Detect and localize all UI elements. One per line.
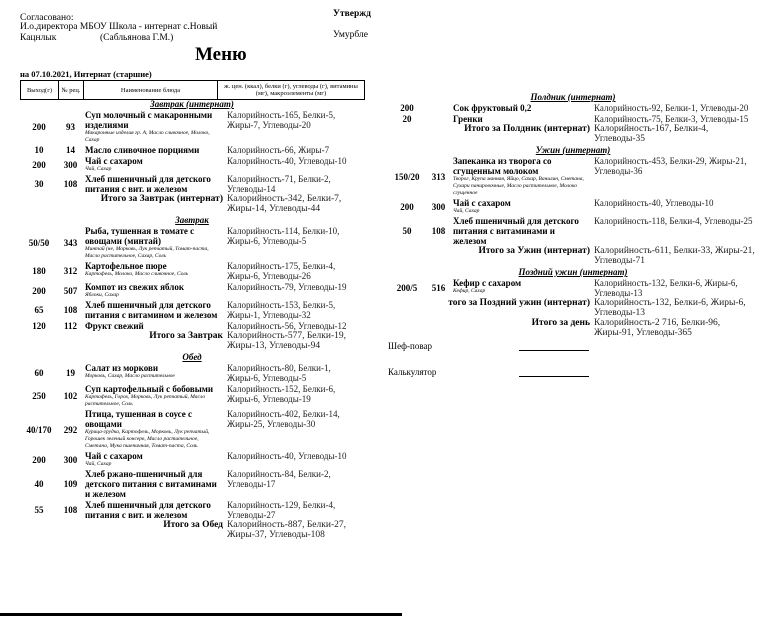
approve-line: Умурбле	[333, 30, 368, 40]
dish-yield: 50/50	[28, 238, 50, 248]
dish-row	[20, 281, 364, 299]
dish-row	[388, 277, 757, 298]
dish-ingredients: Морковь, Сахар, Масло растительное	[85, 373, 175, 379]
section-heading	[20, 98, 364, 109]
col-dish: Наименование блюда	[84, 81, 218, 100]
dish-name: Птица, тушенная в соусе с овощами	[85, 409, 193, 429]
total-label: Итого за Обед	[163, 520, 223, 530]
dish-recipe: 108	[63, 305, 78, 315]
dish-nutrition: Калорийность-40, Углеводы-10	[227, 156, 347, 166]
dish-yield: 65	[34, 305, 44, 315]
dish-row	[20, 155, 364, 173]
dish-yield: 200	[32, 122, 46, 132]
dish-recipe: 312	[63, 266, 78, 276]
dish-name: Запеканка из творога со сгущенным молоком	[453, 156, 552, 176]
dish-ingredients: Творог, Крупа манная, Яйцо, Сахар, Ванилин, Сметана, Сухари панировочные, Масло растительное, Молоко сгущенное	[453, 176, 584, 196]
dish-row	[388, 197, 757, 215]
chef-signature-line	[519, 350, 589, 351]
dish-nutrition: Калорийность-56, Углеводы-12	[227, 321, 347, 331]
dish-ingredients: Чай, Сахар	[453, 208, 480, 214]
dish-row	[20, 362, 364, 383]
dish-cell	[83, 468, 225, 499]
deputy-director-line: И.о.директора МБОУ Школа - интернат с.Новый	[20, 22, 218, 32]
dish-nutrition: Калорийность-79, Углеводы-19	[227, 282, 347, 292]
section-heading	[388, 91, 757, 102]
dish-recipe: 300	[431, 201, 446, 212]
dish-row	[20, 468, 364, 499]
dish-yield: 150/20	[394, 171, 420, 182]
dish-ingredients: Кефир, Сахар	[453, 288, 486, 294]
col-nutrition: ж. цен. (ккал), белки (г), углеводы (г), витамины (мг), макроэлементы (мг)	[218, 81, 365, 100]
dish-yield: 40	[34, 479, 44, 489]
total-nutrition: Калорийность-167, Белки-4, Углеводы-35	[594, 124, 709, 144]
dish-cell	[451, 197, 592, 215]
dish-yield: 20	[402, 114, 412, 124]
dish-cell	[83, 260, 225, 281]
section-heading	[388, 144, 757, 155]
dish-yield: 200	[400, 201, 414, 212]
city-line: Кацнлык	[20, 33, 57, 43]
dish-nutrition: Калорийность-84, Белки-2, Углеводы-17	[227, 469, 331, 489]
section-heading	[388, 266, 757, 277]
total-row	[388, 318, 757, 338]
col-yield: Выход(г)	[21, 81, 59, 100]
dish-name: Рыба, тушенная в томате с овощами (минтай)	[85, 226, 195, 246]
dish-recipe: 108	[63, 505, 78, 515]
dish-ingredients: Яблоки, Сахар	[85, 292, 119, 298]
menu-table-right	[388, 91, 757, 338]
dish-name: Хлеб пшеничный для детского питания с вит. и железом	[85, 500, 211, 520]
approve-label: Утвержд	[333, 9, 371, 19]
total-row	[388, 246, 757, 266]
section-title: Завтрак	[175, 215, 209, 225]
dish-cell	[451, 113, 592, 124]
dish-yield: 200	[400, 103, 414, 113]
total-nutrition: Калорийность-342, Белки-7, Жиры-14, Углеводы-44	[227, 194, 342, 214]
dish-cell	[451, 215, 592, 246]
dish-nutrition: Калорийность-129, Белки-4, Углеводы-27	[227, 500, 336, 520]
dish-nutrition: Калорийность-71, Белки-2, Углеводы-14	[227, 174, 331, 194]
dish-cell	[83, 173, 225, 194]
dish-yield: 50	[402, 226, 412, 236]
dish-cell	[83, 383, 225, 408]
dish-yield: 60	[34, 368, 44, 378]
dish-nutrition: Калорийность-132, Белки-6, Жиры-6, Углеводы-13	[594, 278, 738, 298]
dish-recipe: 313	[431, 171, 446, 182]
dish-name: Хлеб пшеничный для детского питания с витаминами и железом	[453, 216, 579, 246]
dish-cell	[83, 299, 225, 320]
dish-nutrition: Калорийность-453, Белки-29, Жиры-21, Углеводы-36	[594, 156, 747, 176]
dish-row	[388, 215, 757, 246]
dish-row	[20, 383, 364, 408]
dish-name: Фрукт свежий	[85, 321, 144, 331]
dish-row	[20, 450, 364, 468]
total-row	[20, 520, 364, 540]
total-nutrition: Калорийность-132, Белки-6, Жиры-6, Углеводы-13	[594, 298, 746, 318]
dish-ingredients: Картофель, Горох, Морковь, Лук репчатый, Масло растительное, Соль	[85, 394, 206, 407]
total-label: Итого за день	[531, 318, 590, 328]
calculator-signature-line	[519, 376, 589, 377]
dish-recipe: 507	[63, 285, 78, 296]
dish-row	[20, 260, 364, 281]
dish-yield: 200	[32, 454, 46, 465]
dish-cell	[83, 144, 225, 155]
dish-yield: 200	[32, 159, 46, 170]
dish-cell	[451, 102, 592, 113]
dish-row	[20, 499, 364, 520]
dish-cell	[83, 450, 225, 468]
dish-ingredients: Минтай (не, Морковь, Лук репчатый, Томат-паста, Масло растительное, Сахар, Соль	[85, 246, 209, 259]
total-label: Итого за Полдник (интернат)	[464, 124, 590, 134]
dish-name: Чай с сахаром	[85, 451, 143, 461]
dish-recipe: 300	[63, 159, 78, 170]
dish-nutrition: Калорийность-118, Белки-4, Углеводы-25	[594, 216, 753, 226]
dish-recipe: 108	[431, 226, 446, 236]
total-label: Итого за Ужин (интернат)	[478, 246, 590, 256]
dish-name: Хлеб пшеничный для детского питания с вит. и железом	[85, 174, 211, 194]
total-row	[388, 298, 757, 318]
dish-row	[20, 299, 364, 320]
dish-yield: 120	[32, 321, 46, 331]
total-row	[20, 194, 364, 214]
total-nutrition: Калорийность-577, Белки-19, Жиры-13, Углеводы-94	[227, 331, 347, 351]
director-name: (Сабльянова Г.М.)	[100, 33, 174, 43]
agreed-label: Согласовано:	[20, 13, 74, 23]
dish-nutrition: Калорийность-75, Белки-3, Углеводы-15	[594, 114, 749, 124]
dish-nutrition: Калорийность-152, Белки-6, Жиры-6, Углеводы-19	[227, 384, 336, 404]
dish-cell	[83, 499, 225, 520]
dish-recipe: 93	[66, 122, 75, 132]
total-row	[20, 331, 364, 351]
dish-name: Хлеб ржано-пшеничный для детского питания с витаминами и железом	[85, 469, 217, 499]
total-label: Итого за Завтрак	[149, 331, 223, 341]
dish-yield: 30	[34, 179, 44, 189]
dish-recipe: 112	[63, 321, 77, 331]
dish-yield: 200/5	[396, 283, 418, 293]
bottom-bar	[0, 613, 402, 616]
dish-name: Чай с сахаром	[453, 198, 511, 208]
dish-recipe: 108	[63, 179, 78, 189]
dish-nutrition: Калорийность-114, Белки-10, Жиры-6, Углеводы-5	[227, 226, 340, 246]
dish-cell	[83, 225, 225, 260]
dish-recipe	[426, 113, 451, 124]
dish-row	[20, 144, 364, 155]
dish-yield: 40/170	[26, 424, 52, 435]
total-label: Итого за Завтрак (интернат)	[100, 194, 223, 204]
dish-name: Сок фруктовый 0,2	[453, 103, 532, 113]
dish-yield: 180	[32, 266, 46, 276]
dish-ingredients: Чай, Сахар	[85, 461, 112, 467]
dish-ingredients: Картофель, Молоко, Масло сливочное, Соль	[85, 271, 189, 277]
dish-name: Суп молочный с макаронными изделиями	[85, 110, 213, 130]
dish-nutrition: Калорийность-92, Белки-1, Углеводы-20	[594, 103, 749, 113]
dish-nutrition: Калорийность-40, Углеводы-10	[227, 451, 347, 461]
col-recipe: № рец.	[59, 81, 84, 100]
dish-name: Картофельное пюре	[85, 261, 167, 271]
section-title: Обед	[182, 352, 202, 362]
total-label: того за Поздний ужин (интернат)	[448, 298, 590, 308]
dish-nutrition: Калорийность-40, Углеводы-10	[594, 198, 714, 208]
dish-yield: 55	[34, 505, 44, 515]
dish-row	[20, 173, 364, 194]
dish-name: Масло сливочное порциями	[85, 145, 200, 155]
dish-row	[20, 408, 364, 450]
dish-nutrition: Калорийность-153, Белки-5, Жиры-1, Углеводы-32	[227, 300, 336, 320]
dish-row	[388, 102, 757, 113]
page-title: Меню	[195, 44, 247, 65]
dish-recipe	[426, 102, 451, 113]
dish-nutrition: Калорийность-80, Белки-1, Жиры-6, Углеводы-5	[227, 363, 331, 383]
section-heading	[20, 351, 364, 362]
dish-nutrition: Калорийность-402, Белки-14, Жиры-25, Углеводы-30	[227, 409, 340, 429]
dish-row	[20, 320, 364, 331]
chef-label: Шеф-повар	[388, 341, 432, 351]
section-heading	[20, 214, 364, 225]
dish-row	[20, 225, 364, 260]
dish-nutrition: Калорийность-175, Белки-4, Жиры-6, Углеводы-26	[227, 261, 336, 281]
column-header	[20, 80, 365, 100]
dish-yield: 250	[32, 391, 46, 401]
calculator-label: Калькулятор	[388, 367, 437, 377]
dish-cell	[83, 408, 225, 450]
dish-row	[388, 155, 757, 197]
dish-row	[388, 113, 757, 124]
total-row	[388, 124, 757, 144]
dish-nutrition: Калорийность-165, Белки-5, Жиры-7, Углеводы-20	[227, 110, 336, 130]
dish-cell	[83, 155, 225, 173]
dish-recipe: 343	[63, 238, 78, 248]
dish-nutrition: Калорийность-66, Жиры-7	[227, 145, 330, 155]
section-title: Завтрак (интернат)	[150, 99, 234, 109]
dish-name: Кефир с сахаром	[453, 278, 522, 288]
dish-recipe: 292	[63, 424, 78, 435]
total-nutrition: Калорийность-2 716, Белки-96, Жиры-91, Углеводы-365	[594, 318, 721, 338]
dish-cell	[83, 320, 225, 331]
dish-recipe: 109	[63, 479, 78, 489]
dish-ingredients: Курица-грудка, Картофель, Морковь, Лук репчатый, Горошек зеленый консерв, Масло растительное, Сметана, Мука пшеничная, Томат-паста, Соль	[85, 429, 210, 449]
dish-ingredients: Макаронные изделия гр. А, Масло сливочное, Молоко, Сахар	[85, 130, 210, 143]
dish-recipe: 516	[431, 283, 446, 293]
dish-row	[20, 109, 364, 144]
dish-name: Салат из моркови	[85, 363, 159, 373]
dish-ingredients: Чай, Сахар	[85, 166, 112, 172]
dish-recipe: 19	[66, 368, 75, 378]
dish-name: Гренки	[453, 114, 483, 124]
section-title: Ужин (интернат)	[535, 145, 611, 155]
section-title: Поздний ужин (интернат)	[518, 267, 628, 277]
dish-yield: 10	[34, 145, 44, 155]
dish-recipe: 102	[63, 391, 78, 401]
date-line: на 07.10.2021, Интернат (старшие)	[20, 69, 152, 79]
section-title: Полдник (интернат)	[530, 92, 616, 102]
dish-name: Компот из свежих яблок	[85, 282, 185, 292]
dish-name: Суп картофельный с бобовыми	[85, 384, 214, 394]
dish-cell	[83, 109, 225, 144]
total-nutrition: Калорийность-611, Белки-33, Жиры-21, Углеводы-71	[594, 246, 755, 266]
dish-yield: 200	[32, 285, 46, 296]
dish-cell	[83, 281, 225, 299]
menu-table-left	[20, 98, 364, 540]
dish-name: Хлеб пшеничный для детского питания с витамином и железом	[85, 300, 218, 320]
dish-recipe: 14	[66, 145, 75, 155]
dish-cell	[83, 362, 225, 383]
dish-cell	[451, 155, 592, 197]
dish-cell	[451, 277, 592, 298]
dish-name: Чай с сахаром	[85, 156, 143, 166]
total-nutrition: Калорийность-887, Белки-27, Жиры-37, Углеводы-108	[227, 520, 347, 540]
dish-recipe: 300	[63, 454, 78, 465]
